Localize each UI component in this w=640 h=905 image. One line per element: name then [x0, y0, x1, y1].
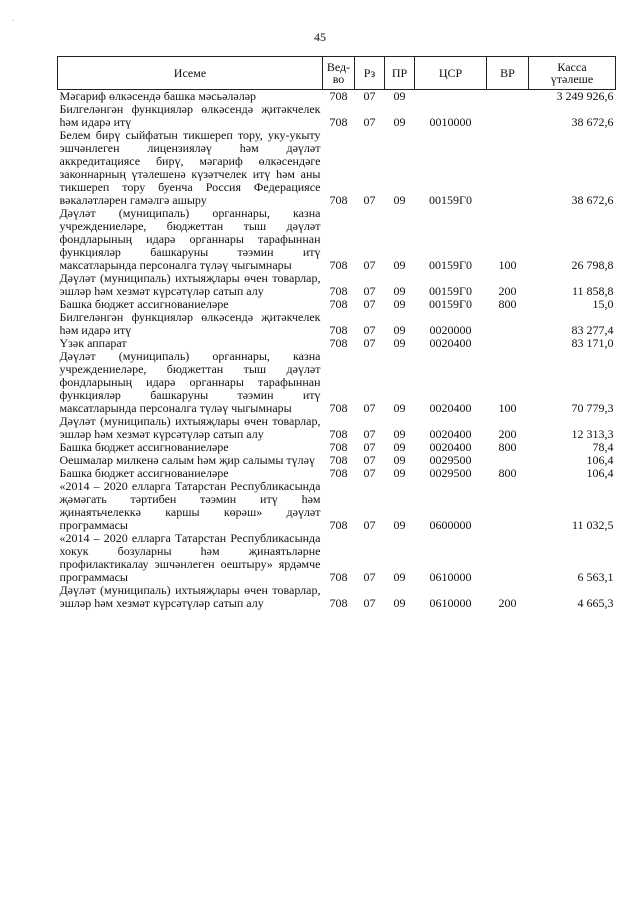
table-row [58, 90, 616, 104]
row-pr: 09 [393, 466, 406, 480]
table-row [58, 480, 616, 532]
row-ved: 708 [329, 284, 348, 298]
row-rz: 07 [363, 323, 376, 337]
row-amount: 106,4 [586, 466, 614, 480]
table-row [58, 103, 616, 129]
row-csr: 0020400 [429, 427, 472, 441]
row-csr: 0610000 [429, 596, 472, 610]
row-pr: 09 [393, 284, 406, 298]
row-amount: 78,4 [592, 440, 614, 454]
table-row [58, 129, 616, 207]
row-name: Башка бюджет ассигнованиеләре [59, 440, 229, 454]
row-amount: 83 171,0 [571, 336, 614, 350]
column-header-ved: Вед- во [323, 57, 355, 90]
row-vr [487, 480, 529, 532]
page-number: 45 [314, 30, 326, 44]
table-row [58, 207, 616, 272]
row-rz: 07 [363, 284, 376, 298]
table-row [58, 311, 616, 337]
row-pr: 09 [393, 297, 406, 311]
row-name: Дәүләт (муниципаль) ихтыяҗлары өчен товарлар, эшләр һәм хезмәт күрсәтүләр сатып алу [59, 414, 321, 441]
table-body [58, 90, 616, 611]
row-name: Билгеләнгән функцияләр өлкәсендә җитәкчелек һәм идарә итү [59, 102, 321, 129]
row-vr: 200 [498, 596, 517, 610]
row-ved: 708 [329, 336, 348, 350]
row-amount: 38 672,6 [571, 115, 614, 129]
row-vr: 800 [498, 440, 517, 454]
row-rz: 07 [363, 453, 376, 467]
table-row [58, 584, 616, 610]
row-pr: 09 [393, 89, 406, 103]
row-name: «2014 – 2020 елларга Татарстан Республикасында хокук бозуларны һәм җинаятьләрне профилактикалау эшчәнлеген оештыру» ярдәмче программасы [59, 531, 321, 584]
row-vr: 200 [498, 284, 517, 298]
row-vr [487, 103, 529, 129]
row-csr: 0600000 [429, 518, 472, 532]
row-rz: 07 [363, 115, 376, 129]
table-row [58, 272, 616, 298]
row-rz: 07 [363, 401, 376, 415]
row-amount: 12 313,3 [571, 427, 614, 441]
row-pr: 09 [393, 453, 406, 467]
row-name: Дәүләт (муниципаль) органнары, казна учреждениеләре, бюджеттан тыш дәүләт фондларының идарә органнары тарафыннан функцияләр башкаруны тәэмин итү максатларында персоналга түләү чыгымнары [59, 206, 321, 272]
row-ved: 708 [329, 466, 348, 480]
row-pr: 09 [393, 258, 406, 272]
row-name: Башка бюджет ассигнованиеләре [59, 466, 229, 480]
budget-table [57, 56, 616, 610]
row-name: Дәүләт (муниципаль) органнары, казна учреждениеләре, бюджеттан тыш дәүләт фондларының идарә органнары тарафыннан функцияләр башкаруны тәэмин итү максатларында персоналга түләү чыгымнары [59, 349, 321, 415]
row-csr: 0020400 [429, 336, 472, 350]
row-vr: 200 [498, 427, 517, 441]
row-csr: 0010000 [429, 115, 472, 129]
row-csr: 0020400 [429, 401, 472, 415]
corner-mark: . [12, 14, 14, 23]
row-rz: 07 [363, 518, 376, 532]
table-row [58, 415, 616, 441]
row-csr: 00159Г0 [429, 297, 472, 311]
row-amount: 26 798,8 [571, 258, 614, 272]
row-csr: 0020000 [429, 323, 472, 337]
row-csr: 0020400 [429, 440, 472, 454]
row-rz: 07 [363, 466, 376, 480]
row-csr: 00159Г0 [429, 258, 472, 272]
row-pr: 09 [393, 596, 406, 610]
row-name: Билгеләнгән функцияләр өлкәсендә җитәкчелек һәм идарә итү [59, 310, 321, 337]
row-amount: 70 779,3 [571, 401, 614, 415]
row-name: Дәүләт (муниципаль) ихтыяҗлары өчен товарлар, эшләр һәм хезмәт күрсәтүләр сатып алу [59, 583, 321, 610]
row-pr: 09 [393, 115, 406, 129]
row-ved: 708 [329, 401, 348, 415]
row-rz: 07 [363, 596, 376, 610]
row-pr: 09 [393, 518, 406, 532]
row-pr: 09 [393, 193, 406, 207]
row-name: «2014 – 2020 елларга Татарстан Республикасында җәмәгать тәртибен тәэмин итү һәм җинаятьчелеккә каршы көрәш» дәүләт программасы [59, 479, 321, 532]
row-ved: 708 [329, 570, 348, 584]
row-rz: 07 [363, 440, 376, 454]
row-csr: 00159Г0 [429, 193, 472, 207]
column-header-name: Исеме [58, 57, 323, 90]
row-ved: 708 [329, 297, 348, 311]
row-amount: 4 665,3 [577, 596, 614, 610]
row-csr: 0610000 [429, 570, 472, 584]
row-vr: 100 [498, 258, 517, 272]
row-vr [487, 90, 529, 104]
row-amount: 15,0 [592, 297, 614, 311]
row-csr: 0029500 [429, 453, 472, 467]
row-pr: 09 [393, 336, 406, 350]
row-rz: 07 [363, 336, 376, 350]
row-amount: 3 249 926,6 [556, 89, 614, 103]
row-ved: 708 [329, 115, 348, 129]
row-rz: 07 [363, 427, 376, 441]
row-ved: 708 [329, 258, 348, 272]
row-name: Белем бирү сыйфатын тикшереп тору, уку-укыту эшчәнлеген лицензияләү һәм дәүләт аккредитациясе бирү, мәгариф өлкәсендәге законнарның үтәлешенә күзәтчелек итү һәм аны тикшереп тору буенча Россия Федерациясе вәкаләтләрен гамәлгә ашыру [59, 128, 321, 207]
row-rz: 07 [363, 89, 376, 103]
row-ved: 708 [329, 193, 348, 207]
row-pr: 09 [393, 440, 406, 454]
row-name: Башка бюджет ассигнованиеләре [59, 297, 229, 311]
row-vr: 800 [498, 297, 517, 311]
row-vr: 800 [498, 466, 517, 480]
row-ved: 708 [329, 453, 348, 467]
table-header-row [58, 57, 616, 90]
row-amount: 38 672,6 [571, 193, 614, 207]
row-pr: 09 [393, 570, 406, 584]
row-rz: 07 [363, 258, 376, 272]
row-amount: 6 563,1 [577, 570, 614, 584]
row-name: Оешмалар милкенә салым һәм җир салымы түләү [59, 453, 315, 467]
row-vr: 100 [498, 401, 517, 415]
row-vr [487, 337, 529, 350]
row-pr: 09 [393, 323, 406, 337]
table-row [58, 532, 616, 584]
row-amount: 11 032,5 [571, 518, 614, 532]
row-csr: 00159Г0 [429, 284, 472, 298]
row-ved: 708 [329, 440, 348, 454]
column-header-vr: ВР [487, 57, 529, 90]
row-csr: 0029500 [429, 466, 472, 480]
row-ved: 708 [329, 323, 348, 337]
table-row [58, 350, 616, 415]
row-name: Мәгариф өлкәсендә башка мәсьәләләр [59, 89, 257, 103]
row-ved: 708 [329, 518, 348, 532]
row-vr [487, 532, 529, 584]
row-amount: 11 858,8 [571, 284, 614, 298]
row-csr [415, 90, 487, 104]
row-pr: 09 [393, 401, 406, 415]
row-amount: 106,4 [586, 453, 614, 467]
row-ved: 708 [329, 596, 348, 610]
column-header-csr: ЦСР [415, 57, 487, 90]
column-header-pr: ПР [385, 57, 415, 90]
row-ved: 708 [329, 89, 348, 103]
row-amount: 83 277,4 [571, 323, 614, 337]
row-rz: 07 [363, 297, 376, 311]
row-rz: 07 [363, 570, 376, 584]
column-header-amount: Касса үтәлеше [529, 57, 616, 90]
row-ved: 708 [329, 427, 348, 441]
row-vr [487, 311, 529, 337]
row-vr [487, 129, 529, 207]
row-pr: 09 [393, 427, 406, 441]
row-name: Үзәк аппарат [59, 336, 127, 350]
row-name: Дәүләт (муниципаль) ихтыяҗлары өчен товарлар, эшләр һәм хезмәт күрсәтүләр сатып алу [59, 271, 321, 298]
row-rz: 07 [363, 193, 376, 207]
column-header-rz: Рз [355, 57, 385, 90]
